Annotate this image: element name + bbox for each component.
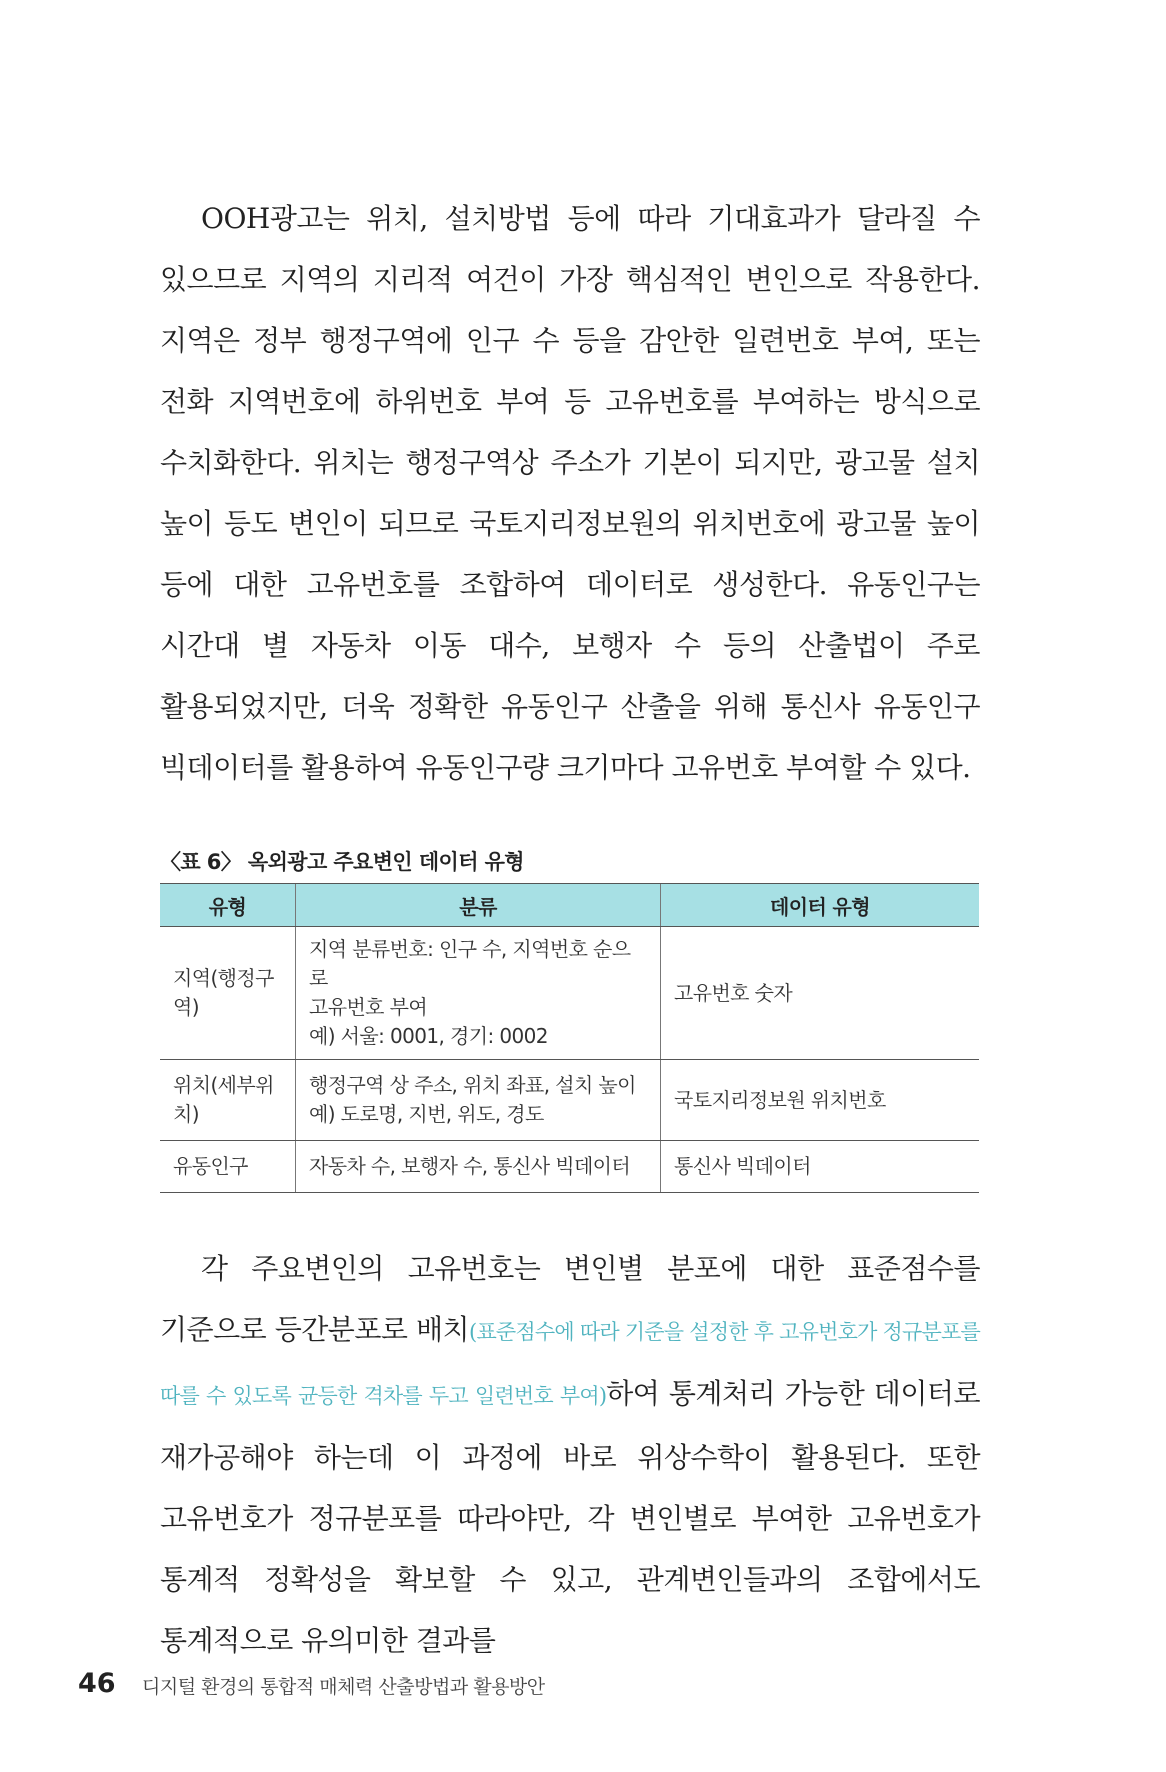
cell-classification <box>296 1141 661 1193</box>
cell-type: 유동인구 <box>160 1141 296 1193</box>
paragraph2-note: (표준점수에 따라 기준을 설정한 후 고유번호가 정규분포를 따를 수 있도록 균등한 격차를 두고 일련번호 부여) <box>160 1320 980 1408</box>
table-caption: 〈표 6〉 옥외광고 주요변인 데이터 유형 <box>160 850 524 874</box>
running-book-title: 디지털 환경의 통합적 매체력 산출방법과 활용방안 <box>142 1676 545 1698</box>
cell-data-type: 통신사 빅데이터 <box>661 1141 980 1193</box>
table-header-row <box>160 884 979 927</box>
classification-line: 예) 서울: 0001, 경기: 0002 <box>309 1024 548 1048</box>
table-row <box>160 1060 979 1141</box>
classification-line: 예) 도로명, 지번, 위도, 경도 <box>309 1102 544 1126</box>
classification-line: 자동차 수, 보행자 수, 통신사 빅데이터 <box>309 1154 631 1178</box>
classification-line: 고유번호 부여 <box>309 995 428 1019</box>
paragraph2-text-before-note: 각 주요변인의 고유번호는 변인별 분포에 대한 표준점수를 기준으로 등간분포로 배치 <box>160 1252 980 1346</box>
classification-line: 지역 분류번호: 인구 수, 지역번호 순으로 <box>309 937 631 990</box>
table-row <box>160 1141 979 1193</box>
page-number: 46 <box>78 1668 116 1699</box>
header-classification: 분류 <box>296 884 661 927</box>
variable-data-table <box>160 883 979 1193</box>
table-row <box>160 927 979 1060</box>
cell-classification <box>296 1060 661 1141</box>
header-data-type: 데이터 유형 <box>661 884 980 927</box>
classification-line: 행정구역 상 주소, 위치 좌표, 설치 높이 <box>309 1073 636 1097</box>
body-paragraph-1: OOH광고는 위치, 설치방법 등에 따라 기대효과가 달라질 수 있으므로 지역의 지리적 여건이 가장 핵심적인 변인으로 작용한다. 지역은 정부 행정구역에 인구 수 등을 감안한 일련번호 부여, 또는 전화 지역번호에 하위번호 부여 등 고유번호를 부여하는 방식으로 수치화한다. 위치는 행정구역상 주소가 기본이 되지만, 광고물 설치 높이 등도 변인이 되므로 국토지리정보원의 위치번호에 광고물 높이 등에 대한 고유번호를 조합하여 데이터로 생성한다. 유동인구는 시간대 별 자동차 이동 대수, 보행자 수 등의 산출법이 주로 활용되었지만, 더욱 정확한 유동인구 산출을 위해 통신사 유동인구 빅데이터를 활용하여 유동인구량 크기마다 고유번호 부여할 수 있다. <box>160 202 980 784</box>
cell-data-type: 고유번호 숫자 <box>661 927 980 1060</box>
cell-data-type: 국토지리정보원 위치번호 <box>661 1060 980 1141</box>
cell-classification <box>296 927 661 1060</box>
paragraph2-text-after-note: 하여 통계처리 가능한 데이터로 재가공해야 하는데 이 과정에 바로 위상수학이 활용된다. 또한 고유번호가 정규분포를 따라야만, 각 변인별로 부여한 고유번호가 통계적 정확성을 확보할 수 있고, 관계변인들과의 조합에서도 통계적으로 유의미한 결과를 <box>160 1377 980 1657</box>
cell-type: 지역(행정구역) <box>160 927 296 1060</box>
body-paragraph-2 <box>160 1238 980 1671</box>
header-type: 유형 <box>160 884 296 927</box>
cell-type: 위치(세부위치) <box>160 1060 296 1141</box>
